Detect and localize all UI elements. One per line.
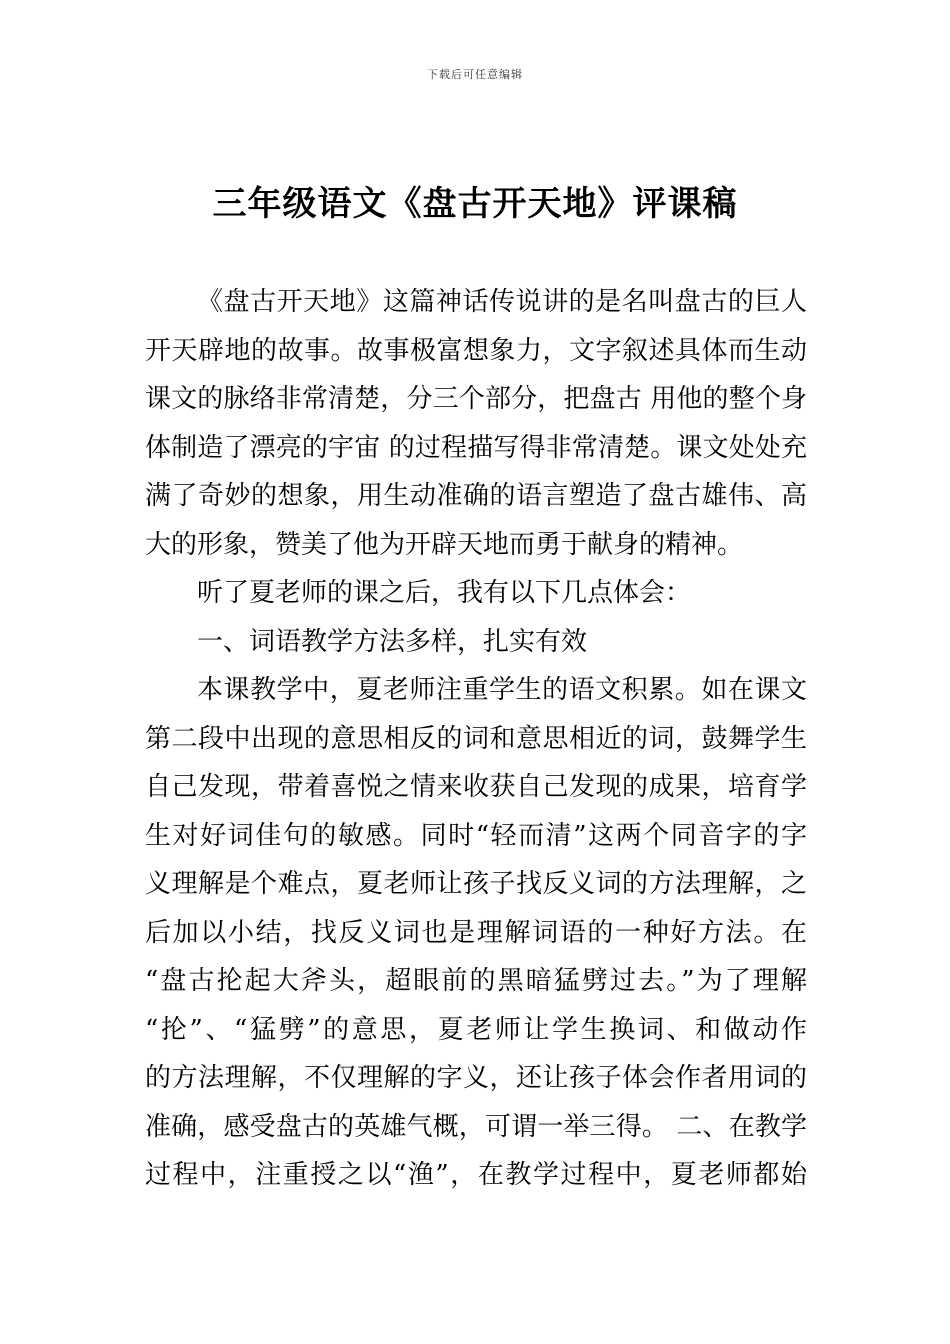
- text-line: 准确，感受盘古的英雄气概，可谓一举三得。 二、在教学: [145, 1111, 807, 1142]
- text-line: 满了奇妙的想象，用生动准确的语言塑造了盘古雄伟、高: [145, 481, 807, 511]
- text-line: 课文的脉络非常清楚，分三个部分，把盘古 用他的整个身: [145, 384, 807, 414]
- header-note: 下载后可任意编辑: [427, 68, 523, 81]
- text-line: 后加以小结，找反义词也是理解词语的一种好方法。在: [145, 917, 807, 948]
- text-line: 过程中，注重授之以“渔”，在教学过程中，夏老师都始: [145, 1160, 807, 1190]
- text-line: “抡”、“猛劈”的意思，夏老师让学生换词、和做动作: [145, 1014, 807, 1045]
- text-line: 听了夏老师的课之后，我有以下几点体会：: [197, 578, 692, 608]
- text-line: 大的形象，赞美了他为开辟天地而勇于献身的精神。: [145, 529, 744, 560]
- text-line: “盘古抡起大斧头，超眼前的黑暗猛劈过去。”为了理解: [145, 966, 807, 996]
- text-line: 本课教学中，夏老师注重学生的语文积累。如在课文: [197, 675, 807, 705]
- text-line: 自己发现，带着喜悦之情来收获自己发现的成果，培育学: [145, 772, 807, 802]
- text-line: 《盘古开天地》这篇神话传说讲的是名叫盘古的巨人: [197, 287, 807, 317]
- text-line: 生对好词佳句的敏感。同时“轻而清”这两个同音字的字: [145, 820, 807, 851]
- page-title: 三年级语文《盘古开天地》评课稿: [212, 184, 738, 224]
- section-heading: 一、词语教学方法多样，扎实有效: [197, 626, 588, 657]
- body-text: [145, 278, 807, 1200]
- text-line: 第二段中出现的意思相反的词和意思相近的词，鼓舞学生: [145, 723, 807, 754]
- text-line: 体制造了漂亮的宇宙 的过程描写得非常清楚。课文处处充: [145, 432, 807, 463]
- text-line: 义理解是个难点，夏老师让孩子找反义词的方法理解，之: [145, 869, 807, 899]
- text-line: 的方法理解，不仅理解的字义，还让孩子体会作者用词的: [145, 1063, 807, 1093]
- text-line: 开天辟地的故事。故事极富想象力，文字叙述具体而生动: [145, 335, 807, 366]
